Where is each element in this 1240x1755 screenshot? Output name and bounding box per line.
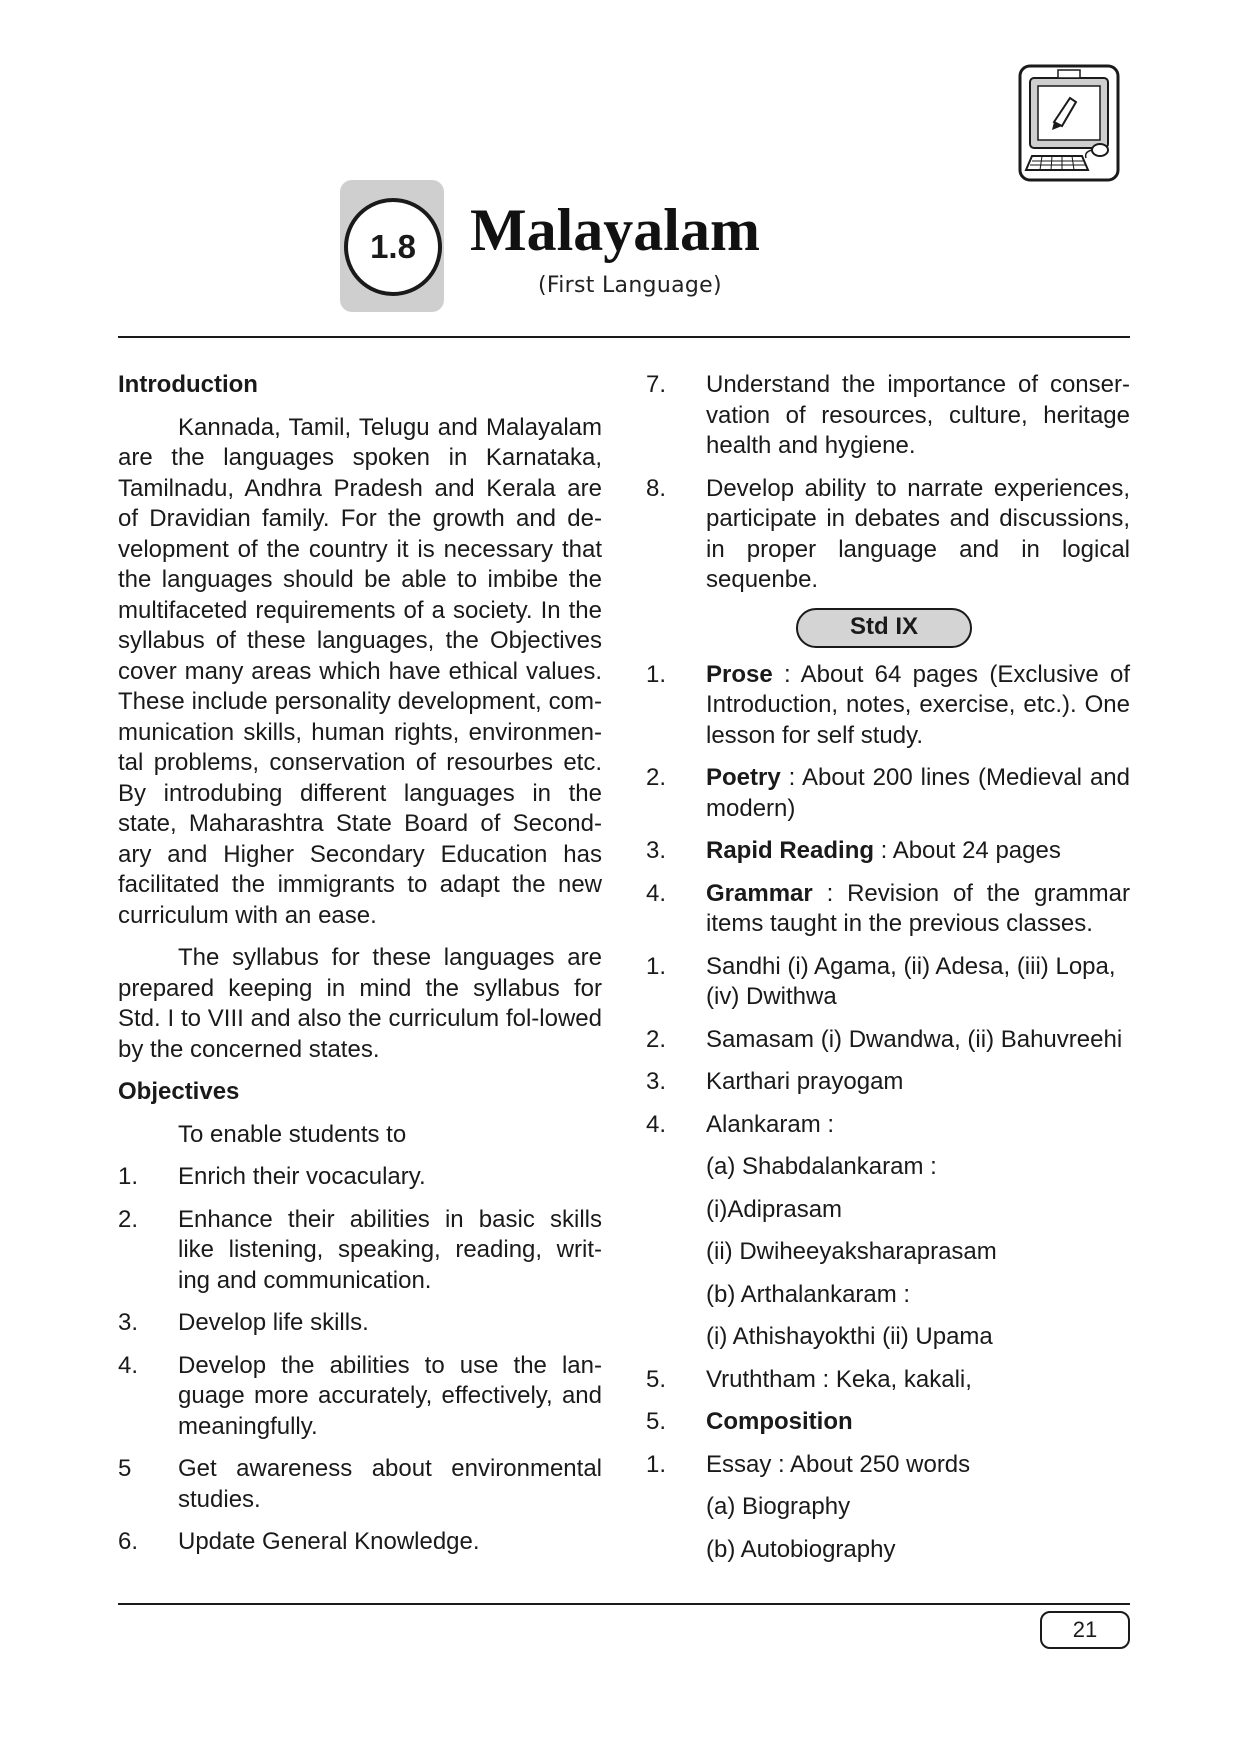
list-text: Develop ability to narrate experiences, participate in debates and discussions, in proper language and in logical sequenbe. bbox=[706, 474, 1130, 593]
introduction-paragraph-1: Kannada, Tamil, Telugu and Malayalam are the languages spoken in Karnataka, Tamilnadu, Andhra Pradesh and Kerala are of Dravidian family. For the growth and de-velopment of the country it is necessary that the languages should be able to imbibe the multifaceted requirements of a society. In the syllabus of these languages, the Objectives cover many areas which have ethical values. These include personality development, com-munication skills, human rights, environmen-tal problems, conservation of resourbes etc. By introdubing different languages in the state, Maharashtra State Board of Second-ary and Higher Secondary Education has facilitated the immigrants to adapt the new curriculum with an ease. bbox=[118, 413, 602, 929]
list-text: Update General Knowledge. bbox=[178, 1528, 480, 1555]
list-text: Enrich their vocaculary. bbox=[178, 1163, 426, 1190]
list-number: 2. bbox=[646, 1025, 667, 1053]
list-number: 4. bbox=[646, 879, 667, 907]
grammar-item bbox=[646, 952, 1130, 1013]
objective-item bbox=[118, 1527, 602, 1558]
syllabus-item bbox=[646, 879, 1130, 940]
grammar-item bbox=[646, 1067, 1130, 1098]
header-divider bbox=[118, 336, 1130, 338]
page-subtitle: (First Language) bbox=[538, 273, 722, 298]
list-number: 1. bbox=[646, 1450, 667, 1478]
list-number: 3. bbox=[646, 837, 667, 864]
vrutham-item bbox=[646, 1365, 1130, 1396]
list-text bbox=[706, 660, 1130, 752]
introduction-heading: Introduction bbox=[118, 371, 258, 398]
syllabus-item bbox=[646, 660, 1130, 752]
computer-icon bbox=[1018, 64, 1120, 182]
grammar-item bbox=[646, 1110, 1130, 1141]
objective-item bbox=[646, 474, 1130, 596]
list-number: 3. bbox=[646, 1068, 667, 1095]
list-number: 2. bbox=[646, 764, 667, 791]
composition-heading: Composition bbox=[706, 1408, 853, 1435]
list-text: Essay : About 250 words bbox=[706, 1450, 971, 1478]
list-text: Understand the importance of conser-vation of resources, culture, heritage health and hygiene. bbox=[706, 371, 1130, 459]
list-number: 4. bbox=[646, 1110, 667, 1138]
syllabus-label: Grammar bbox=[706, 879, 813, 907]
syllabus-detail: : About 64 pages (Exclusive of Introduction, notes, exercise, etc.). One lesson for self study. bbox=[706, 660, 1130, 749]
list-text: Enhance their abilities in basic skills like listening, speaking, reading, writ-ing and communication. bbox=[178, 1205, 602, 1294]
syllabus-label: Rapid Reading bbox=[706, 837, 875, 864]
syllabus-label: Prose bbox=[706, 660, 773, 688]
introduction-paragraph-2: The syllabus for these languages are prepared keeping in mind the syllabus for Std. I to VIII and also the curriculum fol-lowed by the concerned states. bbox=[118, 944, 602, 1063]
composition-item bbox=[646, 1407, 1130, 1438]
essay-item bbox=[646, 1450, 1130, 1481]
list-number: 1. bbox=[118, 1163, 139, 1190]
objective-item bbox=[646, 370, 1130, 462]
grammar-item bbox=[646, 1025, 1130, 1056]
objectives-lead: To enable students to bbox=[178, 1120, 407, 1148]
right-column bbox=[646, 370, 1130, 1577]
objective-item bbox=[118, 1454, 602, 1515]
essay-sub-item: (b) Autobiography bbox=[706, 1535, 896, 1563]
alankaram-sub-item: (ii) Dwiheeyaksharaprasam bbox=[706, 1238, 997, 1265]
list-text bbox=[706, 836, 1130, 867]
chapter-badge bbox=[340, 180, 444, 312]
list-text: Alankaram : bbox=[706, 1110, 835, 1138]
syllabus-detail: : About 200 lines (Medieval and modern) bbox=[706, 764, 1130, 822]
objective-item bbox=[118, 1308, 602, 1339]
alankaram-sub-item: (i)Adiprasam bbox=[706, 1195, 843, 1223]
objectives-heading: Objectives bbox=[118, 1078, 240, 1105]
list-text bbox=[706, 763, 1130, 824]
list-text bbox=[706, 879, 1130, 940]
syllabus-detail: : Revision of the grammar items taught in the previous classes. bbox=[706, 879, 1130, 937]
syllabus-item bbox=[646, 763, 1130, 824]
list-text: Sandhi (i) Agama, (ii) Adesa, (iii) Lopa, (iv) Dwithwa bbox=[706, 952, 1116, 1010]
list-number: 7. bbox=[646, 371, 667, 398]
page-title: Malayalam bbox=[470, 197, 760, 263]
list-text: Karthari prayogam bbox=[706, 1068, 904, 1095]
alankaram-sub-item: (b) Arthalankaram : bbox=[706, 1280, 911, 1308]
std-ix-badge: Std IX bbox=[796, 608, 972, 648]
chapter-number: 1.8 bbox=[344, 198, 442, 296]
list-text: Vruththam : Keka, kakali, bbox=[706, 1365, 972, 1393]
list-number: 6. bbox=[118, 1528, 139, 1555]
list-text: Develop the abilities to use the lan-guage more accurately, effectively, and meaningfully. bbox=[178, 1351, 602, 1440]
list-number: 5 bbox=[118, 1455, 132, 1482]
list-text: Develop life skills. bbox=[178, 1309, 369, 1336]
syllabus-detail: : About 24 pages bbox=[874, 837, 1061, 864]
left-column bbox=[118, 370, 602, 1570]
list-text: Get awareness about environmental studies. bbox=[178, 1455, 602, 1513]
alankaram-sub-item: (a) Shabdalankaram : bbox=[706, 1153, 937, 1180]
list-number: 3. bbox=[118, 1309, 139, 1336]
list-number: 5. bbox=[646, 1365, 667, 1393]
list-text: Samasam (i) Dwandwa, (ii) Bahuvreehi bbox=[706, 1025, 1123, 1053]
list-number: 1. bbox=[646, 952, 667, 980]
list-number: 8. bbox=[646, 474, 667, 502]
list-number: 5. bbox=[646, 1408, 667, 1435]
syllabus-item bbox=[646, 836, 1130, 867]
footer-divider bbox=[118, 1603, 1130, 1605]
essay-sub-item: (a) Biography bbox=[706, 1493, 851, 1520]
list-number: 2. bbox=[118, 1205, 139, 1233]
page-number: 21 bbox=[1040, 1611, 1130, 1649]
objective-item bbox=[118, 1351, 602, 1443]
list-number: 1. bbox=[646, 660, 667, 688]
objective-item bbox=[118, 1162, 602, 1193]
syllabus-label: Poetry bbox=[706, 764, 781, 791]
alankaram-sub-item: (i) Athishayokthi (ii) Upama bbox=[706, 1323, 993, 1350]
objective-item bbox=[118, 1205, 602, 1297]
list-number: 4. bbox=[118, 1351, 139, 1379]
